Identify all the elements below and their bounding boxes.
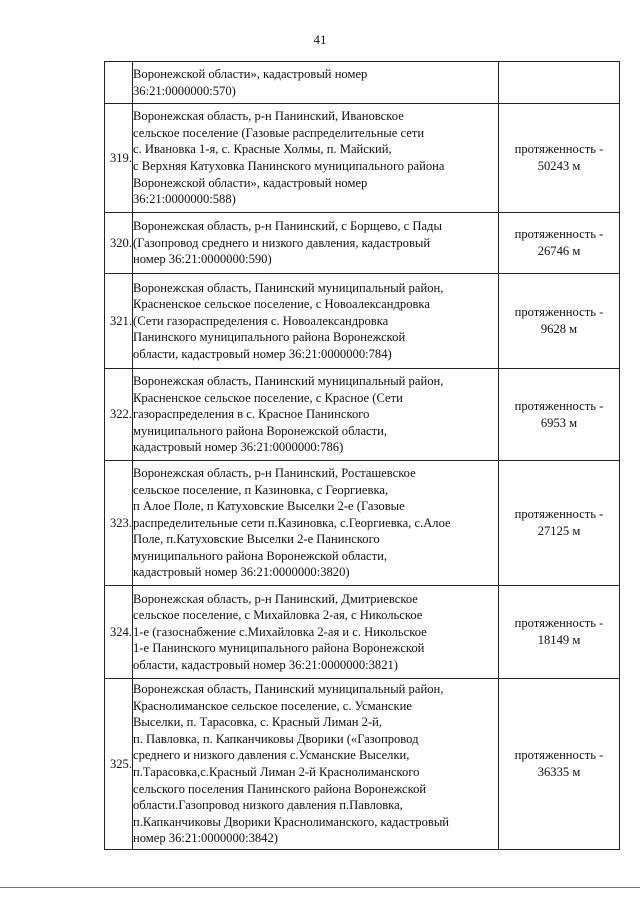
row-number: 324. [105,586,133,679]
row-number: 319. [105,104,133,213]
table-row [105,213,620,274]
row-number: 321. [105,274,133,369]
property-registry-table [104,61,620,850]
row-number: 320. [105,213,133,274]
row-length: протяженность - 27125 м [499,461,620,586]
row-description: Воронежская область, Панинский муниципальный район, Красненское сельское поселение, с Красное (Сети газораспределения в с. Красное Панинского муниципального района Воронежской области, кадастровый номер 36:21:0000000:786) [133,369,499,461]
table-row [105,104,620,213]
row-number: 323. [105,461,133,586]
page-number: 41 [313,32,327,47]
row-length: протяженность - 50243 м [499,104,620,213]
row-description: Воронежская область, р-н Панинский, Дмитриевское сельское поселение, с Михайловка 2-ая, с Никольское 1-е (газоснабжение с.Михайловка 2-ая и с. Никольское 1-е Панинского муниципального района Воронежской области, кадастровый номер 36:21:0000000:3821) [133,586,499,679]
row-number [105,62,133,104]
row-description: Воронежская область, р-н Панинский, с Борщево, с Пады (Газопровод среднего и низкого давления, кадастровый номер 36:21:0000000:590) [133,213,499,274]
row-description: Воронежской области», кадастровый номер 36:21:0000000:570) [133,62,499,104]
table-row [105,586,620,679]
table-row [105,369,620,461]
row-length: протяженность - 26746 м [499,213,620,274]
table-row [105,274,620,369]
page-bottom-divider [0,887,640,888]
row-description: Воронежская область, Панинский муниципальный район, Красненское сельское поселение, с Новоалександровка (Сети газораспределения с. Новоалександровка Панинского муниципального района Воронежской области, кадастровый номер 36:21:0000000:784) [133,274,499,369]
row-description: Воронежская область, р-н Панинский, Ивановское сельское поселение (Газовые распределительные сети с. Ивановка 1-я, с. Красные Холмы, п. Майский, с Верхняя Катуховка Панинского муниципального района Воронежской области», кадастровый номер 36:21:0000000:588) [133,104,499,213]
row-number: 322. [105,369,133,461]
table-row [105,679,620,850]
row-description: Воронежская область, р-н Панинский, Росташевское сельское поселение, п Казиновка, с Георгиевка, п Алое Поле, п Катуховские Выселки 2-е (Газовые распределительные сети п.Казиновка, с.Георгиевка, с.Алое Поле, п.Катуховские Выселки 2-е Панинского муниципального района Воронежской области, кадастровый номер 36:21:0000000:3820) [133,461,499,586]
row-length: протяженность - 6953 м [499,369,620,461]
row-length: протяженность - 18149 м [499,586,620,679]
row-length: протяженность - 36335 м [499,679,620,850]
row-length [499,62,620,104]
table-row [105,461,620,586]
table-row [105,62,620,104]
row-description: Воронежская область, Панинский муниципальный район, Краснолиманское сельское поселение, с. Усманские Выселки, п. Тарасовка, с. Красный Лиман 2-й, п. Павловка, п. Капканчиковы Дворики («Газопровод среднего и низкого давления с.Усманские Выселки, п.Тарасовка,с.Красный Лиман 2-й Краснолиманского сельского поселения Панинского района Воронежской области.Газопровод низкого давления п.Павловка, п.Капканчиковы Дворики Краснолиманского, кадастровый номер 36:21:0000000:3842) [133,679,499,850]
row-length: протяженность - 9628 м [499,274,620,369]
row-number: 325. [105,679,133,850]
